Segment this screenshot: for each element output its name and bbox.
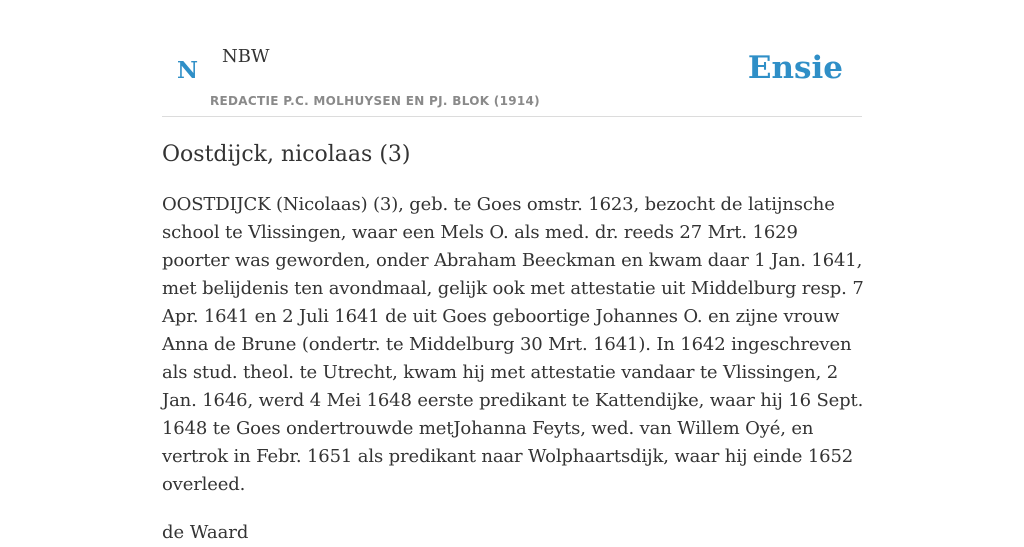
work-subtitle: REDACTIE P.C. MOLHUYSEN EN PJ. BLOK (1914) [210, 94, 540, 108]
work-title[interactable]: NBW [222, 46, 270, 67]
article-body: OOSTDIJCK (Nicolaas) (3), geb. te Goes omstr. 1623, bezocht de latijnsche school te Vlissingen, waar een Mels O. als med. dr. reeds 27 Mrt. 1629 poorter was geworden, onder Abraham Beeckman en kwam daar 1 Jan. 1641, met belijdenis ten avondmaal, gelijk ook met attestatie uit Middelburg resp. 7 Apr. 1641 en 2 Juli 1641 de uit Goes geboortige Johannes O. en zijne vrouw Anna de Brune (ondertr. te Middelburg 30 Mrt. 1641). In 1642 ingeschreven als stud. theol. te Utrecht, kwam hij met attestatie vandaar te Vlissingen, 2 Jan. 1646, werd 4 Mei 1648 eerste predikant te Kattendijke, waar hij 16 Sept. 1648 te Goes ondertrouwde metJohanna Feyts, wed. van Willem Oyé, en vertrok in Febr. 1651 als predikant naar Wolphaartsdijk, waar hij einde 1652 overleed. [162, 194, 864, 495]
site-header [162, 0, 862, 117]
article-title: Oostdijck, nicolaas (3) [162, 142, 411, 167]
article-author: de Waard [162, 522, 249, 543]
ensie-brand-link[interactable]: Ensie [747, 50, 843, 86]
work-logo-icon[interactable]: N [177, 57, 199, 84]
article [162, 140, 864, 547]
